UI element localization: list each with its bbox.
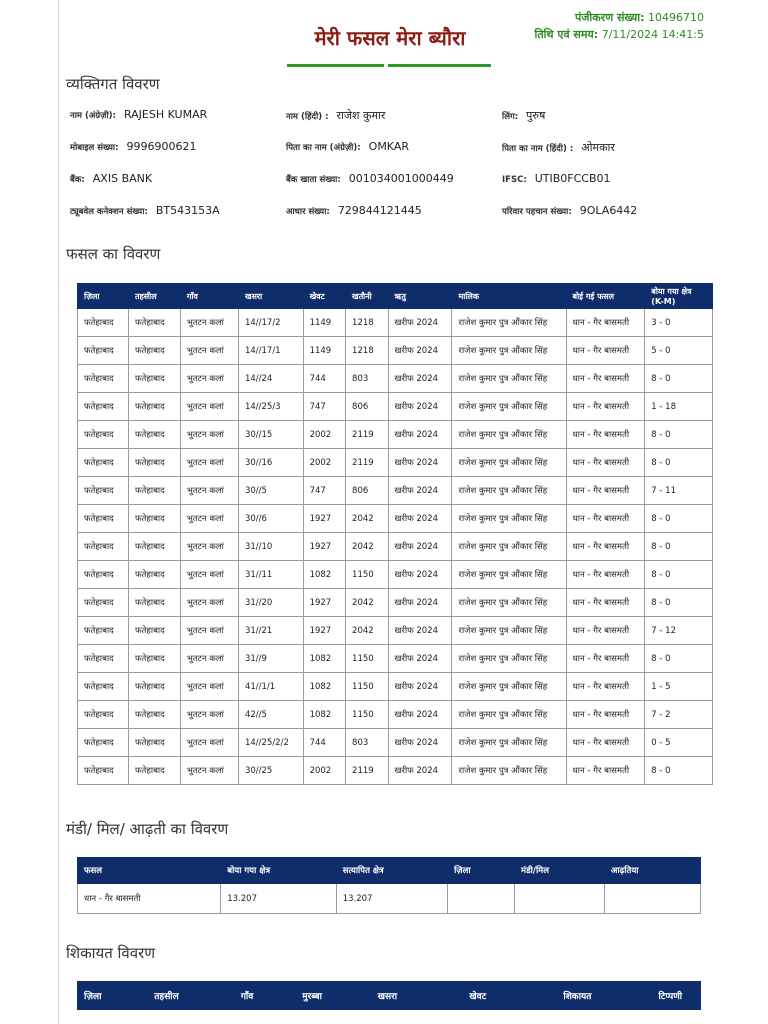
table-cell: धान - गैर बासमती: [566, 673, 645, 701]
table-cell: 7 - 12: [645, 617, 713, 645]
table-cell: राजेश कुमार पुत्र औंकार सिंह: [452, 477, 566, 505]
column-header: शिकायत: [557, 982, 652, 1010]
table-cell: फतेहाबाद: [128, 393, 180, 421]
field-value: पुरुष: [526, 109, 546, 122]
column-header: ज़िला: [448, 858, 515, 884]
table-cell: फतेहाबाद: [128, 477, 180, 505]
field-label: बैंक:: [70, 175, 85, 185]
table-cell: 2119: [346, 757, 388, 785]
table-cell: 2042: [346, 589, 388, 617]
datetime-value: 7/11/2024 14:41:5: [601, 28, 704, 41]
table-cell: धान - गैर बासमती: [566, 421, 645, 449]
field-value: BT543153A: [155, 204, 220, 217]
table-cell: 1150: [346, 701, 388, 729]
table-cell: राजेश कुमार पुत्र औंकार सिंह: [452, 589, 566, 617]
table-cell: फतेहाबाद: [128, 645, 180, 673]
table-cell: भुतटन कलां: [180, 561, 238, 589]
table-cell: राजेश कुमार पुत्र औंकार सिंह: [452, 533, 566, 561]
table-cell: राजेश कुमार पुत्र औंकार सिंह: [452, 645, 566, 673]
table-cell: खरीफ 2024: [388, 393, 452, 421]
table-cell: फतेहाबाद: [78, 617, 129, 645]
table-cell: 8 - 0: [645, 533, 713, 561]
table-cell: फतेहाबाद: [78, 365, 129, 393]
table-cell: राजेश कुमार पुत्र औंकार सिंह: [452, 673, 566, 701]
table-cell: भुतटन कलां: [180, 337, 238, 365]
table-cell: 30//5: [238, 477, 303, 505]
field-value: ओमकार: [581, 141, 615, 154]
table-cell: 8 - 0: [645, 449, 713, 477]
table-cell: खरीफ 2024: [388, 729, 452, 757]
table-cell: 14//25/2/2: [238, 729, 303, 757]
field-value: AXIS BANK: [92, 172, 153, 185]
personal-row: [70, 108, 710, 140]
table-cell: खरीफ 2024: [388, 561, 452, 589]
field-label: IFSC:: [502, 175, 527, 185]
table-row: [78, 884, 701, 914]
table-cell: 1082: [303, 673, 345, 701]
table-cell: भुतटन कलां: [180, 393, 238, 421]
table-cell: 1150: [346, 561, 388, 589]
column-header: बोई गई फसल: [566, 284, 645, 309]
table-cell: 7 - 11: [645, 477, 713, 505]
table-row: [78, 561, 713, 589]
table-row: [78, 393, 713, 421]
table-cell: फतेहाबाद: [78, 561, 129, 589]
complaint-table-header: [78, 982, 701, 1010]
column-header: खतौनी: [346, 284, 388, 309]
table-cell: 8 - 0: [645, 505, 713, 533]
field-value: RAJESH KUMAR: [123, 108, 208, 121]
table-cell: फतेहाबाद: [78, 309, 129, 337]
table-cell: 8 - 0: [645, 421, 713, 449]
table-cell: 806: [346, 393, 388, 421]
personal-field: [70, 108, 207, 121]
column-header: सत्यापित क्षेत्र: [336, 858, 447, 884]
column-header: बोया गया क्षेत्र (K-M): [645, 284, 713, 309]
personal-details-heading: व्यक्तिगत विवरण: [66, 75, 160, 93]
table-cell: 1082: [303, 701, 345, 729]
table-cell: धान - गैर बासमती: [566, 309, 645, 337]
table-cell: धान - गैर बासमती: [566, 561, 645, 589]
column-header: खसरा: [238, 284, 303, 309]
table-cell: भुतटन कलां: [180, 645, 238, 673]
field-label: पिता का नाम (अंग्रेज़ी):: [286, 143, 361, 153]
table-row: [78, 757, 713, 785]
table-cell: 14//17/2: [238, 309, 303, 337]
table-cell: 30//16: [238, 449, 303, 477]
mandi-table: [77, 857, 701, 914]
field-label: मोबाइल संख्या:: [70, 143, 119, 153]
table-cell: 1150: [346, 645, 388, 673]
table-cell: फतेहाबाद: [78, 729, 129, 757]
mandi-table-header: [78, 858, 701, 884]
field-value: राजेश कुमार: [336, 109, 386, 122]
table-cell: 1218: [346, 337, 388, 365]
table-row: [78, 589, 713, 617]
table-cell: खरीफ 2024: [388, 477, 452, 505]
table-cell: 8 - 0: [645, 365, 713, 393]
field-value: 001034001000449: [348, 172, 454, 185]
table-cell: धान - गैर बासमती: [566, 617, 645, 645]
table-cell: 30//6: [238, 505, 303, 533]
table-cell: भुतटन कलां: [180, 477, 238, 505]
table-cell: धान - गैर बासमती: [566, 337, 645, 365]
table-cell: भुतटन कलां: [180, 757, 238, 785]
column-header: तहसील: [148, 982, 235, 1010]
field-label: परिवार पहचान संख्या:: [502, 207, 572, 217]
table-cell: राजेश कुमार पुत्र औंकार सिंह: [452, 729, 566, 757]
table-cell: धान - गैर बासमती: [566, 449, 645, 477]
table-cell: 30//25: [238, 757, 303, 785]
table-cell: 1082: [303, 645, 345, 673]
table-cell: 8 - 0: [645, 561, 713, 589]
column-header: ज़िला: [78, 982, 148, 1010]
field-label: आधार संख्या:: [286, 207, 330, 217]
table-cell: धान - गैर बासमती: [566, 701, 645, 729]
crop-details-heading: फसल का विवरण: [66, 245, 161, 263]
registration-value: 10496710: [648, 11, 704, 24]
table-cell: 8 - 0: [645, 645, 713, 673]
personal-row: [70, 204, 710, 236]
field-label: नाम (अंग्रेज़ी):: [70, 111, 116, 121]
table-cell: खरीफ 2024: [388, 421, 452, 449]
table-cell: धान - गैर बासमती: [566, 589, 645, 617]
field-label: पिता का नाम (हिंदी) :: [502, 144, 574, 154]
table-cell: 1218: [346, 309, 388, 337]
table-cell: धान - गैर बासमती: [566, 393, 645, 421]
table-cell: फतेहाबाद: [128, 757, 180, 785]
title-underline-right: [388, 64, 491, 67]
personal-field: [286, 108, 385, 123]
table-cell: फतेहाबाद: [78, 673, 129, 701]
table-cell: राजेश कुमार पुत्र औंकार सिंह: [452, 337, 566, 365]
table-cell: 13.207: [221, 884, 336, 914]
table-cell: फतेहाबाद: [128, 617, 180, 645]
page-left-border: [58, 0, 59, 1024]
field-value: 729844121445: [337, 204, 422, 217]
personal-field: [502, 108, 545, 123]
field-label: लिंग:: [502, 112, 519, 122]
table-cell: 744: [303, 729, 345, 757]
table-cell: राजेश कुमार पुत्र औंकार सिंह: [452, 393, 566, 421]
table-cell: 747: [303, 393, 345, 421]
column-header: मंडी/मिल: [515, 858, 605, 884]
table-cell: 747: [303, 477, 345, 505]
crop-table-body: [78, 309, 713, 785]
table-cell: 2042: [346, 617, 388, 645]
column-header: ऋतु: [388, 284, 452, 309]
column-header: गाँव: [180, 284, 238, 309]
table-cell: फतेहाबाद: [78, 701, 129, 729]
table-cell: राजेश कुमार पुत्र औंकार सिंह: [452, 561, 566, 589]
table-cell: धान - गैर बासमती: [566, 365, 645, 393]
table-row: [78, 505, 713, 533]
registration-label: पंजीकरण संख्या:: [575, 11, 645, 24]
mandi-table-body: [78, 884, 701, 914]
table-cell: 13.207: [336, 884, 447, 914]
crop-table-header: [78, 284, 713, 309]
column-header: टिप्पणी: [652, 982, 701, 1010]
table-cell: खरीफ 2024: [388, 701, 452, 729]
table-cell: 14//17/1: [238, 337, 303, 365]
table-cell: 2042: [346, 533, 388, 561]
table-cell: 803: [346, 365, 388, 393]
personal-field: [70, 204, 220, 217]
column-header: बोया गया क्षेत्र: [221, 858, 336, 884]
table-cell: 1 - 18: [645, 393, 713, 421]
table-cell: [448, 884, 515, 914]
table-cell: भुतटन कलां: [180, 449, 238, 477]
table-row: [78, 701, 713, 729]
table-cell: 1927: [303, 617, 345, 645]
table-cell: [515, 884, 605, 914]
table-cell: फतेहाबाद: [78, 449, 129, 477]
column-header: खेवट: [463, 982, 557, 1010]
table-cell: भुतटन कलां: [180, 421, 238, 449]
table-cell: भुतटन कलां: [180, 309, 238, 337]
table-cell: फतेहाबाद: [128, 337, 180, 365]
personal-field: [502, 172, 611, 185]
table-cell: खरीफ 2024: [388, 337, 452, 365]
personal-field: [70, 140, 197, 153]
field-label: बैंक खाता संख्या:: [286, 175, 341, 185]
title-underline-left: [287, 64, 384, 67]
column-header: मुरब्बा: [296, 982, 371, 1010]
table-cell: फतेहाबाद: [78, 393, 129, 421]
table-cell: फतेहाबाद: [78, 589, 129, 617]
field-value: 9OLA6442: [579, 204, 638, 217]
table-row: [78, 673, 713, 701]
table-cell: 5 - 0: [645, 337, 713, 365]
table-cell: 2002: [303, 757, 345, 785]
table-cell: 2002: [303, 449, 345, 477]
table-cell: फतेहाबाद: [128, 449, 180, 477]
table-cell: धान - गैर बासमती: [566, 757, 645, 785]
table-cell: 14//25/3: [238, 393, 303, 421]
table-cell: धान - गैर बासमती: [566, 729, 645, 757]
table-cell: 41//1/1: [238, 673, 303, 701]
table-cell: 1149: [303, 337, 345, 365]
table-cell: 1150: [346, 673, 388, 701]
table-cell: धान - गैर बासमती: [566, 645, 645, 673]
table-cell: 2042: [346, 505, 388, 533]
table-row: [78, 477, 713, 505]
table-row: [78, 309, 713, 337]
table-row: [78, 533, 713, 561]
personal-field: [502, 140, 615, 155]
personal-field: [286, 140, 409, 153]
table-cell: राजेश कुमार पुत्र औंकार सिंह: [452, 365, 566, 393]
table-cell: 806: [346, 477, 388, 505]
crop-table: [77, 283, 713, 785]
table-cell: खरीफ 2024: [388, 673, 452, 701]
table-cell: 1082: [303, 561, 345, 589]
table-cell: राजेश कुमार पुत्र औंकार सिंह: [452, 449, 566, 477]
table-cell: 30//15: [238, 421, 303, 449]
column-header: मालिक: [452, 284, 566, 309]
table-cell: 31//21: [238, 617, 303, 645]
column-header: ज़िला: [78, 284, 129, 309]
table-cell: 7 - 2: [645, 701, 713, 729]
table-cell: भुतटन कलां: [180, 505, 238, 533]
table-cell: राजेश कुमार पुत्र औंकार सिंह: [452, 757, 566, 785]
table-cell: राजेश कुमार पुत्र औंकार सिंह: [452, 309, 566, 337]
table-cell: भुतटन कलां: [180, 729, 238, 757]
table-cell: 803: [346, 729, 388, 757]
table-row: [78, 617, 713, 645]
field-value: OMKAR: [368, 140, 409, 153]
page-title: मेरी फसल मेरा ब्यौरा: [314, 26, 466, 50]
table-row: [78, 729, 713, 757]
table-cell: धान - गैर बासमती: [78, 884, 221, 914]
table-cell: 8 - 0: [645, 757, 713, 785]
table-cell: फतेहाबाद: [128, 365, 180, 393]
datetime-label: तिथि एवं समय:: [534, 28, 599, 41]
personal-field: [286, 172, 454, 185]
table-cell: फतेहाबाद: [128, 533, 180, 561]
table-cell: राजेश कुमार पुत्र औंकार सिंह: [452, 701, 566, 729]
table-cell: 1 - 5: [645, 673, 713, 701]
complaint-details-heading: शिकायत विवरण: [66, 944, 156, 962]
table-cell: फतेहाबाद: [128, 729, 180, 757]
table-cell: खरीफ 2024: [388, 533, 452, 561]
personal-row: [70, 140, 710, 172]
personal-field: [502, 204, 637, 217]
table-cell: खरीफ 2024: [388, 309, 452, 337]
table-cell: भुतटन कलां: [180, 365, 238, 393]
table-cell: 744: [303, 365, 345, 393]
personal-details: [70, 108, 710, 236]
mandi-details-heading: मंडी/ मिल/ आढ़ती का विवरण: [66, 820, 229, 838]
table-row: [78, 337, 713, 365]
table-cell: 14//24: [238, 365, 303, 393]
table-cell: 1927: [303, 589, 345, 617]
table-cell: [604, 884, 700, 914]
table-cell: धान - गैर बासमती: [566, 505, 645, 533]
complaint-table: [77, 981, 701, 1010]
table-row: [78, 421, 713, 449]
table-cell: फतेहाबाद: [128, 421, 180, 449]
table-cell: फतेहाबाद: [128, 673, 180, 701]
table-cell: 1927: [303, 533, 345, 561]
table-cell: 31//11: [238, 561, 303, 589]
table-cell: खरीफ 2024: [388, 645, 452, 673]
table-cell: फतेहाबाद: [78, 337, 129, 365]
table-cell: भुतटन कलां: [180, 589, 238, 617]
table-cell: फतेहाबाद: [78, 477, 129, 505]
table-cell: खरीफ 2024: [388, 449, 452, 477]
table-cell: खरीफ 2024: [388, 365, 452, 393]
table-cell: 1927: [303, 505, 345, 533]
table-cell: खरीफ 2024: [388, 617, 452, 645]
field-value: 9996900621: [126, 140, 197, 153]
table-cell: 42//5: [238, 701, 303, 729]
table-cell: 31//10: [238, 533, 303, 561]
column-header: गाँव: [234, 982, 295, 1010]
table-cell: 2002: [303, 421, 345, 449]
table-cell: फतेहाबाद: [128, 561, 180, 589]
personal-field: [286, 204, 422, 217]
table-cell: फतेहाबाद: [78, 757, 129, 785]
table-cell: 3 - 0: [645, 309, 713, 337]
table-cell: भुतटन कलां: [180, 617, 238, 645]
field-value: UTIB0FCCB01: [534, 172, 611, 185]
table-cell: राजेश कुमार पुत्र औंकार सिंह: [452, 505, 566, 533]
table-cell: धान - गैर बासमती: [566, 533, 645, 561]
personal-field: [70, 172, 152, 185]
table-cell: फतेहाबाद: [78, 645, 129, 673]
personal-row: [70, 172, 710, 204]
table-cell: फतेहाबाद: [128, 309, 180, 337]
table-cell: 31//20: [238, 589, 303, 617]
table-cell: फतेहाबाद: [78, 421, 129, 449]
table-cell: भुतटन कलां: [180, 673, 238, 701]
column-header: आढ़तिया: [604, 858, 700, 884]
table-cell: भुतटन कलां: [180, 701, 238, 729]
table-cell: फतेहाबाद: [128, 701, 180, 729]
table-row: [78, 645, 713, 673]
field-label: नाम (हिंदी) :: [286, 112, 329, 122]
table-cell: 8 - 0: [645, 589, 713, 617]
column-header: फसल: [78, 858, 221, 884]
table-cell: फतेहाबाद: [128, 589, 180, 617]
table-cell: फतेहाबाद: [78, 533, 129, 561]
table-cell: 2119: [346, 421, 388, 449]
table-cell: फतेहाबाद: [128, 505, 180, 533]
table-cell: 2119: [346, 449, 388, 477]
table-cell: 0 - 5: [645, 729, 713, 757]
table-row: [78, 365, 713, 393]
table-cell: भुतटन कलां: [180, 533, 238, 561]
table-cell: राजेश कुमार पुत्र औंकार सिंह: [452, 617, 566, 645]
table-cell: धान - गैर बासमती: [566, 477, 645, 505]
table-cell: 31//9: [238, 645, 303, 673]
column-header: खसरा: [371, 982, 463, 1010]
table-cell: 1149: [303, 309, 345, 337]
table-cell: फतेहाबाद: [78, 505, 129, 533]
column-header: तहसील: [128, 284, 180, 309]
table-row: [78, 449, 713, 477]
column-header: खेवट: [303, 284, 345, 309]
field-label: ट्यूबवेल कनेक्शन संख्या:: [70, 207, 148, 217]
table-cell: खरीफ 2024: [388, 505, 452, 533]
table-cell: खरीफ 2024: [388, 757, 452, 785]
table-cell: राजेश कुमार पुत्र औंकार सिंह: [452, 421, 566, 449]
table-cell: खरीफ 2024: [388, 589, 452, 617]
